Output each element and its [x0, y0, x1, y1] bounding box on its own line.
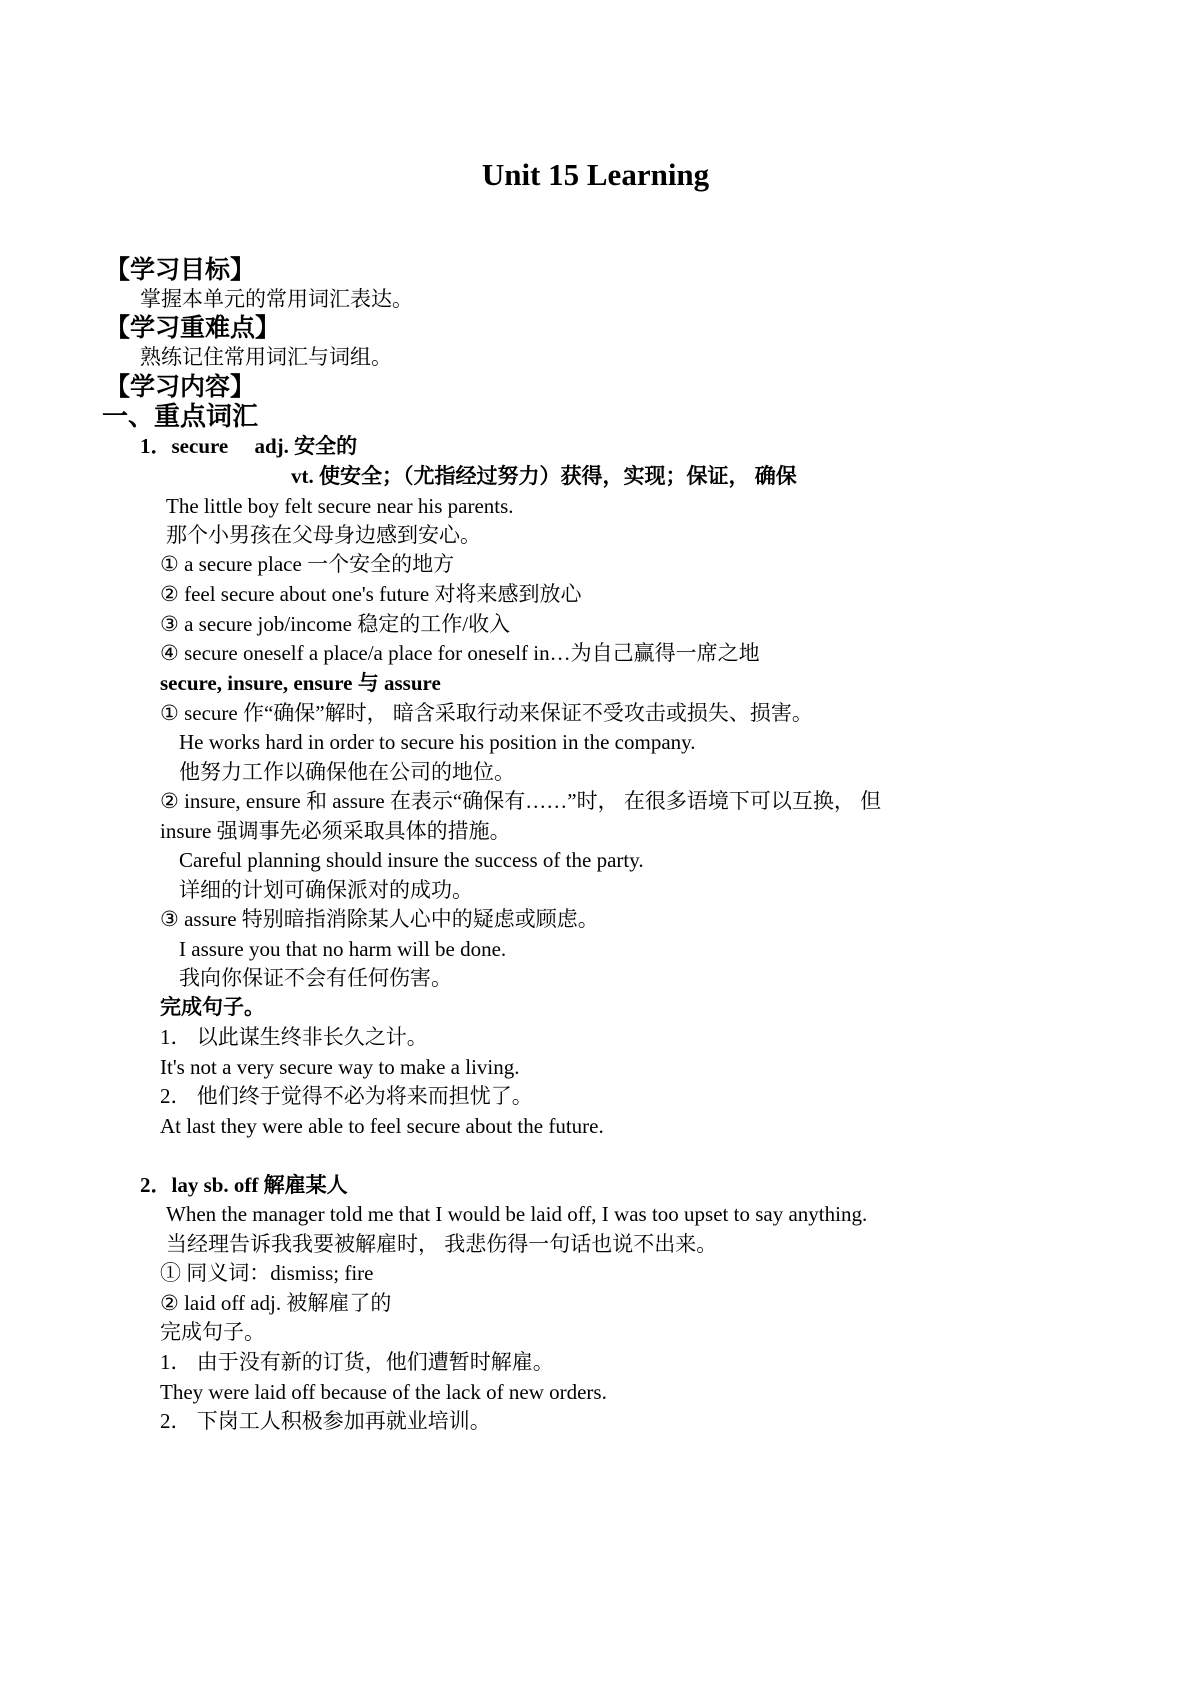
- word2-exercise-heading: 完成句子。: [160, 1320, 265, 1344]
- content-heading: 【学习内容】: [105, 374, 256, 401]
- word1-phrase-1: ① a secure place 一个安全的地方: [160, 552, 455, 576]
- word2-exercise-1-zh: 1． 由于没有新的订货，他们遭暂时解雇。: [160, 1350, 554, 1374]
- word1-heading: 1．secure adj. 安全的: [140, 434, 358, 458]
- word2-heading: 2．lay sb. off 解雇某人: [140, 1173, 348, 1197]
- word1-compare-3-zh: 我向你保证不会有任何伤害。: [179, 966, 452, 990]
- word1-compare-2-zh: 详细的计划可确保派对的成功。: [179, 878, 473, 902]
- word1-exercise-2-zh: 2． 他们终于觉得不必为将来而担忧了。: [160, 1084, 533, 1108]
- goal-heading: 【学习目标】: [105, 257, 256, 284]
- page-title: Unit 15 Learning: [481, 157, 710, 192]
- word1-compare-1-en: He works hard in order to secure his position in the company.: [179, 730, 696, 754]
- word1-compare-1-zh: 他努力工作以确保他在公司的地位。: [179, 760, 515, 784]
- word1-example-zh: 那个小男孩在父母身边感到安心。: [166, 523, 481, 547]
- word1-exercise-1-zh: 1． 以此谋生终非长久之计。: [160, 1025, 428, 1049]
- focus-text: 熟练记住常用词汇与词组。: [140, 345, 392, 369]
- word1-compare-2-line1: ② insure, ensure 和 assure 在表示“确保有……”时， 在很多语境下可以互换， 但: [160, 789, 882, 813]
- word2-example-zh: 当经理告诉我我要被解雇时， 我悲伤得一句话也说不出来。: [166, 1232, 718, 1256]
- word1-vt-meaning: vt. 使安全；（尤指经过努力）获得，实现；保证， 确保: [291, 464, 797, 488]
- word1-compare-2-line2: insure 强调事先必须采取具体的措施。: [160, 819, 511, 843]
- word1-compare-3-en: I assure you that no harm will be done.: [179, 937, 507, 961]
- section1-heading: 一、重点词汇: [102, 402, 259, 431]
- word2-exercise-2-zh: 2． 下岗工人积极参加再就业培训。: [160, 1409, 491, 1433]
- word2-synonyms: ① 同义词：dismiss; fire: [160, 1261, 374, 1285]
- word1-phrase-3: ③ a secure job/income 稳定的工作/收入: [160, 612, 511, 636]
- word1-compare-1: ① secure 作“确保”解时， 暗含采取行动来保证不受攻击或损失、损害。: [160, 701, 813, 725]
- word2-adj: ② laid off adj. 被解雇了的: [160, 1291, 392, 1315]
- word1-exercise-1-en: It's not a very secure way to make a living.: [160, 1055, 520, 1079]
- word1-compare-2-en: Careful planning should insure the success of the party.: [179, 848, 644, 872]
- word1-phrase-4: ④ secure oneself a place/a place for oneself in…为自己赢得一席之地: [160, 641, 760, 665]
- word2-exercise-1-en: They were laid off because of the lack of new orders.: [160, 1380, 607, 1404]
- word2-example-en: When the manager told me that I would be laid off, I was too upset to say anything.: [166, 1202, 868, 1226]
- word1-compare-3: ③ assure 特别暗指消除某人心中的疑虑或顾虑。: [160, 907, 599, 931]
- word1-compare-heading: secure, insure, ensure 与 assure: [160, 671, 441, 695]
- word1-exercise-heading: 完成句子。: [160, 995, 265, 1019]
- word1-example-en: The little boy felt secure near his parents.: [166, 494, 514, 518]
- focus-heading: 【学习重难点】: [105, 315, 281, 342]
- word1-exercise-2-en: At last they were able to feel secure about the future.: [160, 1114, 604, 1138]
- word1-phrase-2: ② feel secure about one's future 对将来感到放心: [160, 582, 582, 606]
- goal-text: 掌握本单元的常用词汇表达。: [140, 287, 413, 311]
